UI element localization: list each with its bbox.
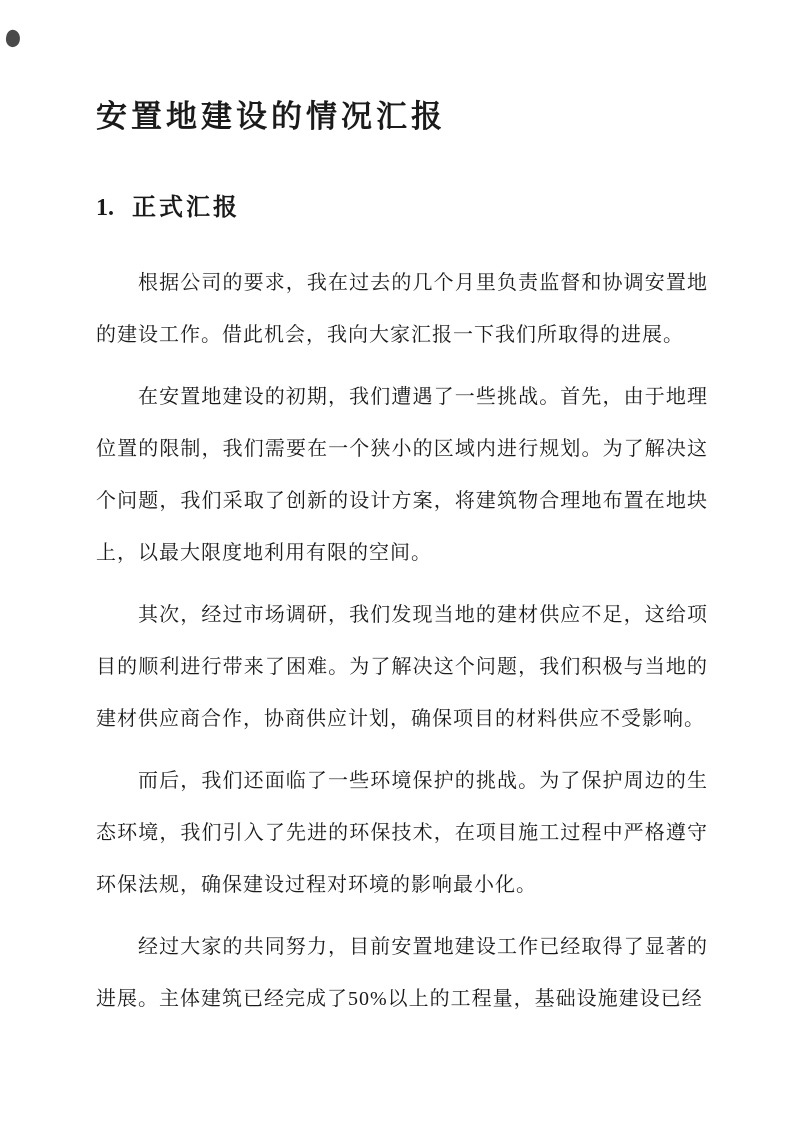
corner-artifact-mark [4, 29, 21, 49]
section-heading-number: 1. [96, 194, 114, 221]
paragraph-3: 其次，经过市场调研，我们发现当地的建材供应不足，这给项目的顺利进行带来了困难。为了解决这个问题，我们积极与当地的建材供应商合作，协商供应计划，确保项目的材料供应不受影响。 [96, 603, 708, 730]
section-heading [96, 193, 708, 224]
paragraph-5: 经过大家的共同努力，目前安置地建设工作已经取得了显著的进展。主体建筑已经完成了50%以上的工程量，基础设施建设已经 [96, 935, 708, 1010]
paragraph-1: 根据公司的要求，我在过去的几个月里负责监督和协调安置地的建设工作。借此机会，我向大家汇报一下我们所取得的进展。 [96, 271, 708, 346]
paragraph-2: 在安置地建设的初期，我们遭遇了一些挑战。首先，由于地理位置的限制，我们需要在一个狭小的区域内进行规划。为了解决这个问题，我们采取了创新的设计方案，将建筑物合理地布置在地块上，以最大限度地利用有限的空间。 [96, 385, 708, 564]
document-title: 安置地建设的情况汇报 [96, 99, 446, 134]
paragraph-4: 而后，我们还面临了一些环境保护的挑战。为了保护周边的生态环境，我们引入了先进的环保技术，在项目施工过程中严格遵守环保法规，确保建设过程对环境的影响最小化。 [96, 769, 708, 896]
section-heading-text: 正式汇报 [132, 194, 240, 221]
